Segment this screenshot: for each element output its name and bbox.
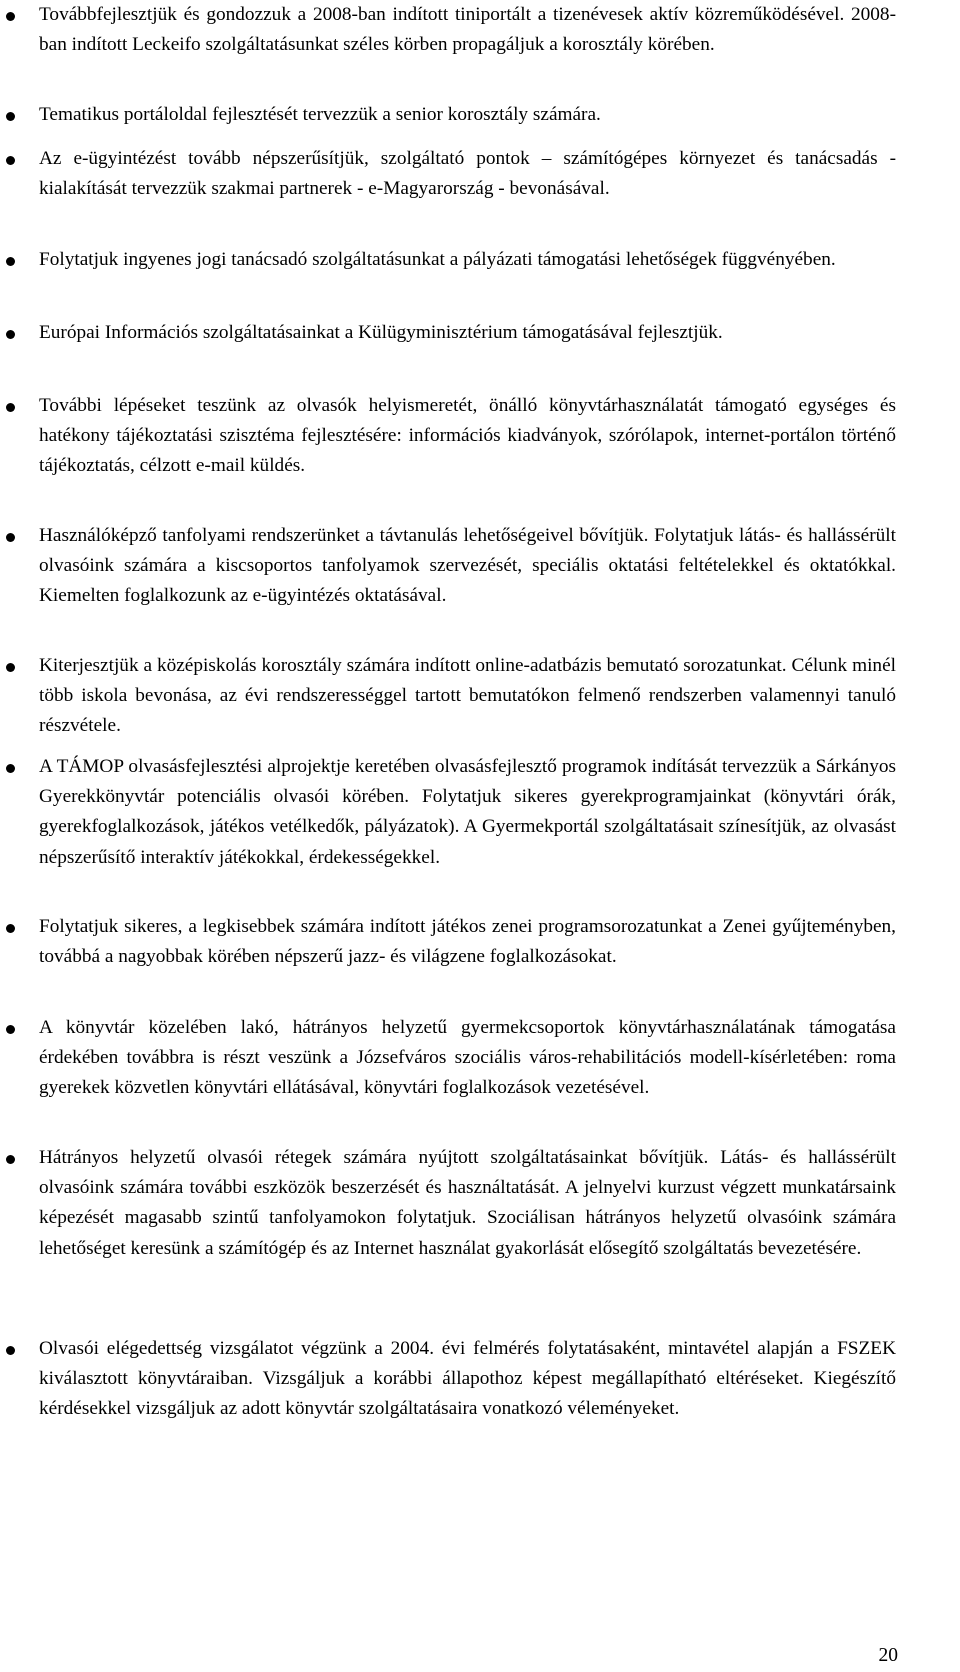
paragraph-text: Folytatjuk sikeres, a legkisebbek számára indított játékos zenei programsorozatunkat a Zenei gyűjteményben, továbbá a nagyobbak körében népszerű jazz- és világzene foglalkozásokat.	[39, 916, 896, 968]
bullet-icon	[6, 1346, 15, 1355]
paragraph-text: Továbbfejlesztjük és gondozzuk a 2008-ban indított tiniportált a tizenévesek aktív közreműködésével. 2008-ban indított Leckeifo szolgáltatásunkat széles körben propagáljuk a korosztály körében.	[39, 4, 896, 56]
paragraph-text: Tematikus portáloldal fejlesztését tervezzük a senior korosztály számára.	[39, 104, 601, 125]
bullet-icon	[6, 1155, 15, 1164]
bullet-icon	[6, 663, 15, 672]
bullet-icon	[6, 764, 15, 773]
bullet-icon	[6, 156, 15, 165]
bullet-icon	[6, 403, 15, 412]
page-number: 20	[878, 1645, 898, 1666]
bullet-icon	[6, 112, 15, 121]
paragraph-text: Használóképző tanfolyami rendszerünket a távtanulás lehetőségeivel bővítjük. Folytatjuk látás- és hallássérült olvasóink számára a kiscsoportos tanfolyamok szervezését, speciális oktatási feltételekkel és oktatókkal. Kiemelten foglalkozunk az e-ügyintézés oktatásával.	[39, 525, 896, 607]
bullet-icon	[6, 1025, 15, 1034]
bullet-icon	[6, 257, 15, 266]
bullet-icon	[6, 533, 15, 542]
bullet-icon	[6, 12, 15, 21]
paragraph-text: Kiterjesztjük a középiskolás korosztály számára indított online-adatbázis bemutató sorozatunkat. Célunk minél több iskola bevonása, az évi rendszerességgel tartott bemutatókon felmenő rendszerben valamennyi tanuló részvétele.	[39, 655, 896, 737]
paragraph-text: A könyvtár közelében lakó, hátrányos helyzetű gyermekcsoportok könyvtárhasználatának támogatása érdekében továbbra is részt veszünk a Józsefváros szociális város-rehabilitációs modell-kísérletében: roma gyerekek közvetlen könyvtári ellátásával, könyvtári foglalkozások vezetésével.	[39, 1017, 896, 1099]
paragraph-text: Európai Információs szolgáltatásainkat a Külügyminisztérium támogatásával fejlesztjük.	[39, 322, 723, 343]
paragraph-text: További lépéseket teszünk az olvasók helyismeretét, önálló könyvtárhasználatát támogató egységes és hatékony tájékoztatási szisztéma fejlesztésére: információs kiadványok, szórólapok, internet-portálon történő tájékoztatás, célzott e-mail küldés.	[39, 395, 896, 477]
paragraph-text: A TÁMOP olvasásfejlesztési alprojektje keretében olvasásfejlesztő programok indítását tervezzük a Sárkányos Gyerekkönyvtár potenciális olvasói körében. Folytatjuk sikeres gyerekprogramjainkat (könyvtári órák, gyerekfoglalkozások, játékos vetélkedők, pályázatok). A Gyermekportál szolgáltatásait színesítjük, az olvasást népszerűsítő interaktív játékokkal, érdekességekkel.	[39, 756, 896, 868]
bullet-icon	[6, 330, 15, 339]
paragraph-text: Olvasói elégedettség vizsgálatot végzünk a 2004. évi felmérés folytatásaként, mintavétel alapján a FSZEK kiválasztott könyvtáraiban. Vizsgáljuk a korábbi állapothoz képest megállapítható eltéréseket. Kiegészítő kérdésekkel vizsgáljuk az adott könyvtár szolgáltatásaira vonatkozó véleményeket.	[39, 1338, 896, 1420]
paragraph-text: Az e-ügyintézést tovább népszerűsítjük, szolgáltató pontok – számítógépes környezet és tanácsadás - kialakítását tervezzük szakmai partnerek - e-Magyarország - bevonásával.	[39, 148, 896, 200]
paragraph-text: Hátrányos helyzetű olvasói rétegek számára nyújtott szolgáltatásainkat bővítjük. Látás- és hallássérült olvasóink számára további eszközök beszerzését és használtatását. A jelnyelvi kurzust végzett munkatársaink képezését magasabb szintű tanfolyamokon folytatjuk. Szociálisan hátrányos helyzetű olvasóink számára lehetőséget keresünk a számítógép és az Internet használat gyakorlását elősegítő szolgáltatás bevezetésére.	[39, 1147, 896, 1259]
paragraph-text: Folytatjuk ingyenes jogi tanácsadó szolgáltatásunkat a pályázati támogatási lehetőségek függvényében.	[39, 249, 836, 270]
bullet-icon	[6, 924, 15, 933]
